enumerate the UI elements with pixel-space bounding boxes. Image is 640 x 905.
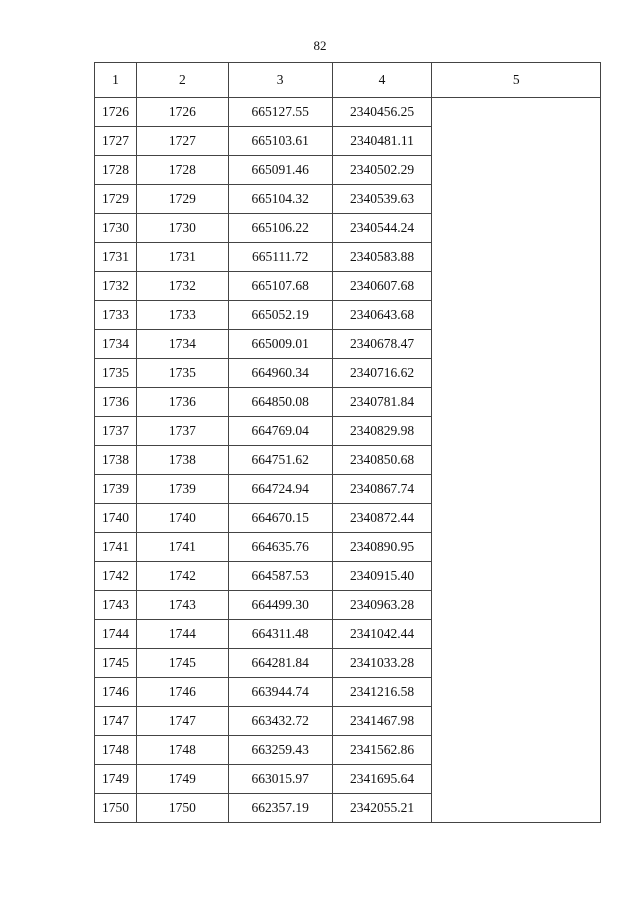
table-cell-col4: 2340716.62 bbox=[332, 359, 432, 388]
table-cell-col1: 1750 bbox=[95, 794, 137, 823]
table-cell-col2: 1732 bbox=[136, 272, 228, 301]
header-cell-4: 4 bbox=[332, 63, 432, 98]
table-cell-col4: 2340583.88 bbox=[332, 243, 432, 272]
table-cell-col2: 1749 bbox=[136, 765, 228, 794]
table-cell-col2: 1742 bbox=[136, 562, 228, 591]
table-cell-col1: 1738 bbox=[95, 446, 137, 475]
table-cell-col3: 665107.68 bbox=[228, 272, 332, 301]
table-cell-col1: 1729 bbox=[95, 185, 137, 214]
table-cell-col1: 1727 bbox=[95, 127, 137, 156]
table-cell-col1: 1726 bbox=[95, 98, 137, 127]
table-body bbox=[95, 98, 601, 823]
table-cell-col3: 665111.72 bbox=[228, 243, 332, 272]
table-cell-col3: 665091.46 bbox=[228, 156, 332, 185]
coordinates-table bbox=[94, 62, 601, 823]
table-cell-col1: 1746 bbox=[95, 678, 137, 707]
table-cell-col4: 2341562.86 bbox=[332, 736, 432, 765]
table-cell-col4: 2340678.47 bbox=[332, 330, 432, 359]
table-cell-col4: 2341695.64 bbox=[332, 765, 432, 794]
table-cell-col3: 665127.55 bbox=[228, 98, 332, 127]
table-cell-col2: 1739 bbox=[136, 475, 228, 504]
table-cell-col1: 1748 bbox=[95, 736, 137, 765]
table-header-row bbox=[95, 63, 601, 98]
table-cell-col4: 2340607.68 bbox=[332, 272, 432, 301]
table-row bbox=[95, 98, 601, 127]
table-cell-col2: 1726 bbox=[136, 98, 228, 127]
table-cell-col1: 1740 bbox=[95, 504, 137, 533]
table-cell-col3: 663015.97 bbox=[228, 765, 332, 794]
table-cell-col2: 1731 bbox=[136, 243, 228, 272]
table-cell-col3: 664769.04 bbox=[228, 417, 332, 446]
table-cell-col1: 1747 bbox=[95, 707, 137, 736]
table-cell-col2: 1736 bbox=[136, 388, 228, 417]
table-cell-col1: 1735 bbox=[95, 359, 137, 388]
table-cell-col3: 663432.72 bbox=[228, 707, 332, 736]
table-cell-col3: 665103.61 bbox=[228, 127, 332, 156]
table-cell-col3: 664311.48 bbox=[228, 620, 332, 649]
table-cell-col1: 1743 bbox=[95, 591, 137, 620]
table-cell-col4: 2340456.25 bbox=[332, 98, 432, 127]
page-number: 82 bbox=[313, 38, 327, 53]
table-cell-col3: 664724.94 bbox=[228, 475, 332, 504]
table-cell-col2: 1745 bbox=[136, 649, 228, 678]
table-cell-col3: 664850.08 bbox=[228, 388, 332, 417]
table-cell-col3: 664635.76 bbox=[228, 533, 332, 562]
table-cell-col3: 664960.34 bbox=[228, 359, 332, 388]
table-cell-col2: 1744 bbox=[136, 620, 228, 649]
table-cell-col3: 662357.19 bbox=[228, 794, 332, 823]
table-cell-col3: 665106.22 bbox=[228, 214, 332, 243]
table-cell-col3: 664281.84 bbox=[228, 649, 332, 678]
table-cell-col3: 665052.19 bbox=[228, 301, 332, 330]
table-cell-col3: 664751.62 bbox=[228, 446, 332, 475]
table-cell-col2: 1748 bbox=[136, 736, 228, 765]
header-cell-3: 3 bbox=[228, 63, 332, 98]
table-cell-col1: 1744 bbox=[95, 620, 137, 649]
header-cell-2: 2 bbox=[136, 63, 228, 98]
table-cell-col2: 1738 bbox=[136, 446, 228, 475]
table-cell-col4: 2340481.11 bbox=[332, 127, 432, 156]
table-cell-col4: 2340829.98 bbox=[332, 417, 432, 446]
table-cell-col1: 1728 bbox=[95, 156, 137, 185]
table-cell-col4: 2340643.68 bbox=[332, 301, 432, 330]
table-cell-col1: 1736 bbox=[95, 388, 137, 417]
table-cell-col2: 1741 bbox=[136, 533, 228, 562]
table-cell-col4: 2340890.95 bbox=[332, 533, 432, 562]
table-cell-col2: 1729 bbox=[136, 185, 228, 214]
table-cell-col1: 1737 bbox=[95, 417, 137, 446]
table-cell-col2: 1727 bbox=[136, 127, 228, 156]
table-cell-col4: 2340544.24 bbox=[332, 214, 432, 243]
table-cell-col3: 665009.01 bbox=[228, 330, 332, 359]
table-cell-col4: 2341033.28 bbox=[332, 649, 432, 678]
table-cell-col1: 1742 bbox=[95, 562, 137, 591]
table-cell-col3: 663259.43 bbox=[228, 736, 332, 765]
table-cell-col2: 1743 bbox=[136, 591, 228, 620]
table-cell-col1: 1734 bbox=[95, 330, 137, 359]
table-cell-col2: 1750 bbox=[136, 794, 228, 823]
table-cell-col4: 2342055.21 bbox=[332, 794, 432, 823]
table-cell-col4: 2341042.44 bbox=[332, 620, 432, 649]
table-cell-col1: 1731 bbox=[95, 243, 137, 272]
table-cell-col1: 1745 bbox=[95, 649, 137, 678]
table-cell-col4: 2340502.29 bbox=[332, 156, 432, 185]
table-cell-col3: 665104.32 bbox=[228, 185, 332, 214]
table-cell-col4: 2341467.98 bbox=[332, 707, 432, 736]
table-cell-col1: 1749 bbox=[95, 765, 137, 794]
table-cell-col3: 663944.74 bbox=[228, 678, 332, 707]
table-cell-col4: 2340867.74 bbox=[332, 475, 432, 504]
table-cell-col4: 2340915.40 bbox=[332, 562, 432, 591]
table-cell-col2: 1735 bbox=[136, 359, 228, 388]
table-cell-col2: 1733 bbox=[136, 301, 228, 330]
table-cell-col1: 1733 bbox=[95, 301, 137, 330]
table-cell-col1: 1741 bbox=[95, 533, 137, 562]
header-cell-5: 5 bbox=[432, 63, 601, 98]
table-cell-col2: 1746 bbox=[136, 678, 228, 707]
table-cell-col1: 1730 bbox=[95, 214, 137, 243]
table-cell-col4: 2341216.58 bbox=[332, 678, 432, 707]
table-cell-col2: 1740 bbox=[136, 504, 228, 533]
table-cell-col3: 664670.15 bbox=[228, 504, 332, 533]
table-cell-col2: 1747 bbox=[136, 707, 228, 736]
table-cell-col2: 1737 bbox=[136, 417, 228, 446]
table-cell-col5-merged bbox=[432, 98, 601, 823]
table-cell-col1: 1732 bbox=[95, 272, 137, 301]
table-cell-col4: 2340781.84 bbox=[332, 388, 432, 417]
table-cell-col1: 1739 bbox=[95, 475, 137, 504]
table-cell-col4: 2340872.44 bbox=[332, 504, 432, 533]
header-cell-1: 1 bbox=[95, 63, 137, 98]
table-cell-col4: 2340539.63 bbox=[332, 185, 432, 214]
table-cell-col4: 2340963.28 bbox=[332, 591, 432, 620]
table-cell-col2: 1730 bbox=[136, 214, 228, 243]
table-cell-col3: 664587.53 bbox=[228, 562, 332, 591]
table-cell-col2: 1728 bbox=[136, 156, 228, 185]
table-cell-col2: 1734 bbox=[136, 330, 228, 359]
table-cell-col3: 664499.30 bbox=[228, 591, 332, 620]
table-cell-col4: 2340850.68 bbox=[332, 446, 432, 475]
